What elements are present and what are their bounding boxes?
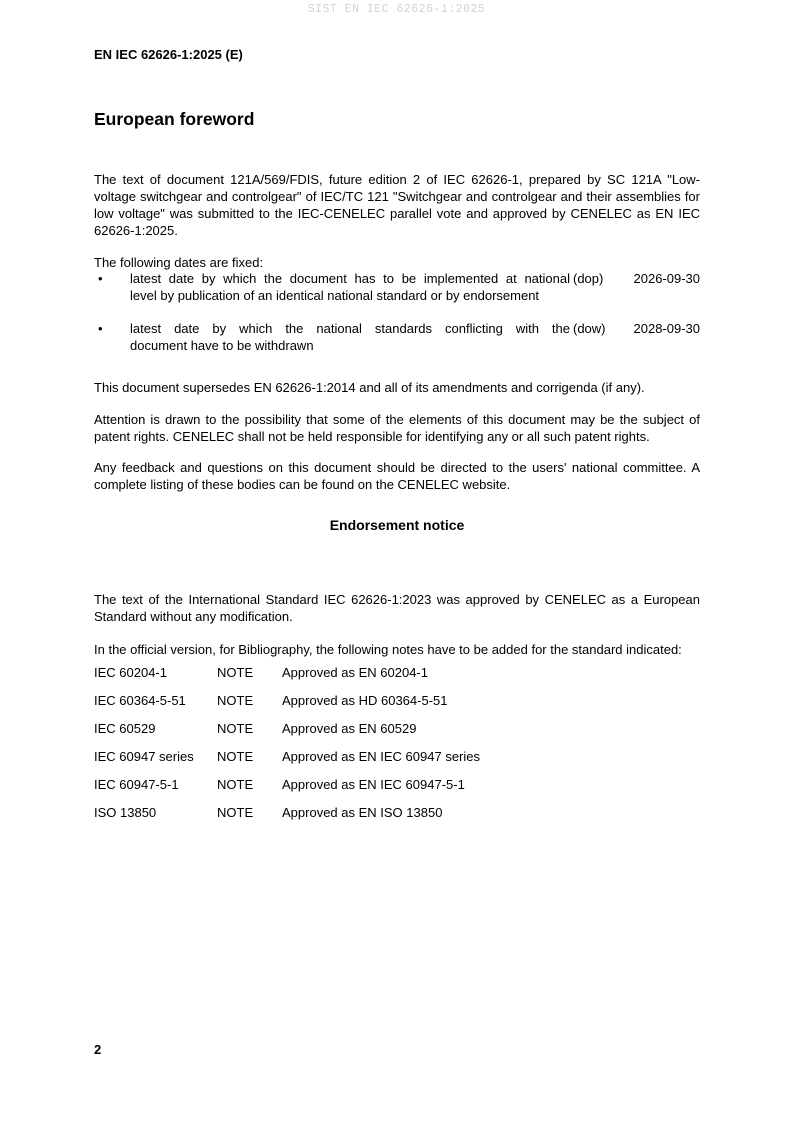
bullet-text xyxy=(130,320,570,354)
document-reference: EN IEC 62626-1:2025 (E) xyxy=(94,47,243,62)
standard-reference: IEC 60947-5-1 xyxy=(94,777,179,792)
note-label: NOTE xyxy=(217,777,254,792)
note-label: NOTE xyxy=(217,721,254,736)
page-number: 2 xyxy=(94,1042,102,1057)
supersedes-paragraph: This document supersedes EN 62626-1:2014 and all of its amendments and corrigenda (if any). xyxy=(94,380,645,395)
bullet-text-line1: latest date by which the national standards conflicting with the xyxy=(130,321,570,336)
bullet-item-dow xyxy=(94,320,700,360)
endorsement-bibliography-paragraph: In the official version, for Bibliography, the following notes have to be added for the standard indicated: xyxy=(94,642,682,657)
standard-reference: IEC 60364-5-51 xyxy=(94,693,186,708)
standard-reference: IEC 60947 series xyxy=(94,749,194,764)
dates-fixed-intro: The following dates are fixed: xyxy=(94,255,264,270)
approval-text: Approved as HD 60364-5-51 xyxy=(282,693,448,708)
table-row xyxy=(94,748,700,776)
table-row xyxy=(94,776,700,804)
standard-reference: IEC 60529 xyxy=(94,721,156,736)
bibliography-notes-table xyxy=(94,664,700,832)
dop-label: (dop) xyxy=(573,271,604,286)
table-row xyxy=(94,804,700,832)
approval-text: Approved as EN 60529 xyxy=(282,721,417,736)
bullet-text-line2: level by publication of an identical national standard or by endorsement xyxy=(130,288,540,303)
table-row xyxy=(94,692,700,720)
note-label: NOTE xyxy=(217,665,254,680)
dow-date: 2028-09-30 xyxy=(633,321,700,336)
endorsement-notice-heading: Endorsement notice xyxy=(329,517,465,533)
endorsement-approved-paragraph: The text of the International Standard IEC 62626-1:2023 was approved by CENELEC as a European Standard without any modification. xyxy=(94,592,700,624)
bullet-text-line2: document have to be withdrawn xyxy=(130,338,314,353)
approval-text: Approved as EN IEC 60947 series xyxy=(282,749,480,764)
foreword-heading: European foreword xyxy=(94,109,255,129)
standard-reference: ISO 13850 xyxy=(94,805,157,820)
approval-text: Approved as EN 60204-1 xyxy=(282,665,428,680)
bullet-text-line1: latest date by which the document has to be implemented at national xyxy=(130,271,570,286)
watermark-text: SIST EN IEC 62626-1:2025 xyxy=(307,3,486,16)
approval-text: Approved as EN IEC 60947-5-1 xyxy=(282,777,465,792)
table-row xyxy=(94,664,700,692)
bullet-item-dop xyxy=(94,270,700,310)
bullet-marker: • xyxy=(98,271,103,286)
table-row xyxy=(94,720,700,748)
note-label: NOTE xyxy=(217,749,254,764)
standard-reference: IEC 60204-1 xyxy=(94,665,167,680)
foreword-intro-paragraph: The text of document 121A/569/FDIS, future edition 2 of IEC 62626-1, prepared by SC 121A "Low-voltage switchgear and controlgear" of IEC/TC 121 "Switchgear and controlgear and their assemblies for low voltage" was submitted to the IEC-CENELEC parallel vote and approved by CENELEC as EN IEC 62626-1:2025. xyxy=(94,172,700,238)
note-label: NOTE xyxy=(217,805,254,820)
approval-text: Approved as EN ISO 13850 xyxy=(282,805,443,820)
dop-date: 2026-09-30 xyxy=(633,271,700,286)
patent-rights-paragraph: Attention is drawn to the possibility that some of the elements of this document may be the subject of patent rights. CENELEC shall not be held responsible for identifying any or all such patent rights. xyxy=(94,412,700,444)
bullet-marker: • xyxy=(98,321,103,336)
dow-label: (dow) xyxy=(573,321,606,336)
feedback-paragraph: Any feedback and questions on this document should be directed to the users' national committee. A complete listing of these bodies can be found on the CENELEC website. xyxy=(94,460,700,492)
note-label: NOTE xyxy=(217,693,254,708)
bullet-text xyxy=(130,270,570,304)
